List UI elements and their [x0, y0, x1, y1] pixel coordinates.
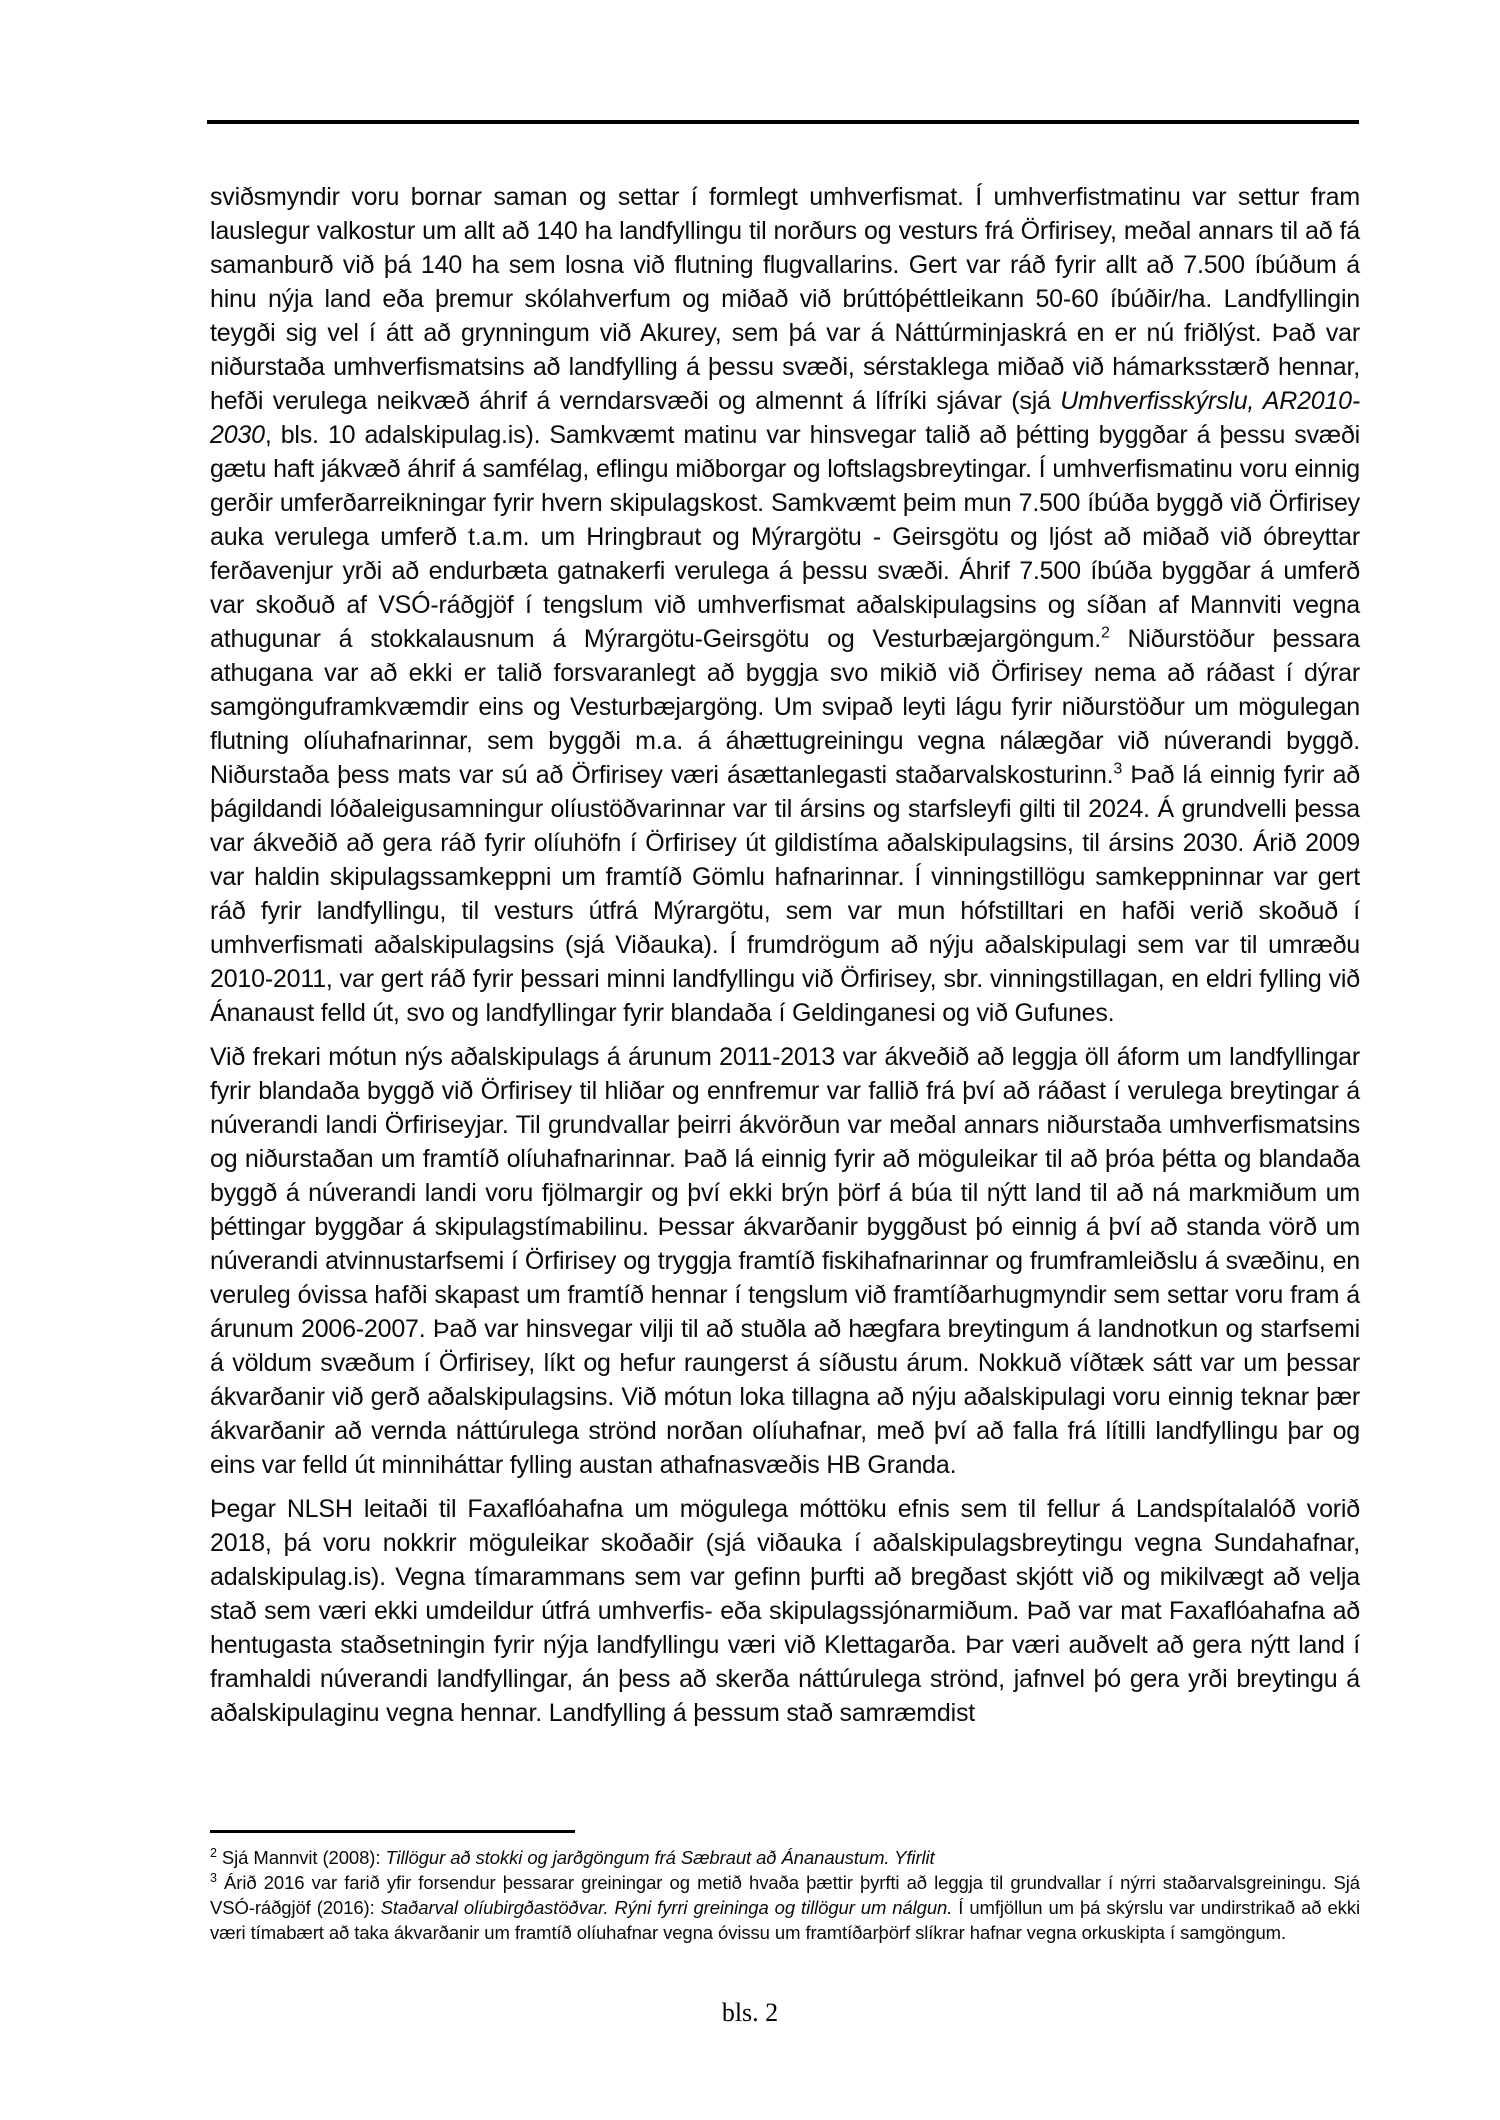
- paragraph-1-text: Það lá einnig fyrir að þágildandi lóðaleigusamningur olíustöðvarinnar var til ársins og starfsleyfi gilti til 2024. Á grundvelli þessa var ákveðið að gera ráð fyrir olíuhöfn í Örfirisey út gildistíma aðalskipulagsins, til ársins 2030. Árið 2009 var haldin skipulagssamkeppni um framtíð Gömlu hafnarinnar. Í vinningstillögu samkeppninnar var gert ráð fyrir landfyllingu, til vesturs útfrá Mýrargötu, sem var mun hófstilltari en hafði verið skoðuð í umhverfismati aðalskipulagsins (sjá Viðauka). Í frumdrögum að nýju aðalskipulagi sem var til umræðu 2010-2011, var gert ráð fyrir þessari minni landfyllingu við Örfirisey, sbr. vinningstillagan, en eldri fylling við Ánanaust felld út, svo og landfyllingar fyrir blandaða í Geldinganesi og við Gufunes.: [210, 761, 1360, 1027]
- footnote-3-reference: 3: [1113, 760, 1123, 778]
- paragraph-1-text: , bls. 10 adalskipulag.is). Samkvæmt matinu var hinsvegar talið að þétting byggðar á þessu svæði gætu haft jákvæð áhrif á samfélag, eflingu miðborgar og loftslagsbreytingar. Í umhverfismatinu voru einnig gerðir umferðarreikningar fyrir hvern skipulagskost. Samkvæmt þeim mun 7.500 íbúða byggð við Örfirisey auka verulega umferð t.a.m. um Hringbraut og Mýrargötu - Geirsgötu og ljóst að miðað við óbreyttar ferðavenjur yrði að endurbæta gatnakerfi verulega á þessu svæði. Áhrif 7.500 íbúða byggðar á umferð var skoðuð af VSÓ-ráðgjöf í tengslum við umhverfismat aðalskipulagsins og síðan af Mannviti vegna athugunar á stokkalausnum á Mýrargötu-Geirsgötu og Vesturbæjargöngum.: [210, 421, 1360, 653]
- body-text: [210, 180, 1360, 1740]
- paragraph-2-text: Við frekari mótun nýs aðalskipulags á árunum 2011-2013 var ákveðið að leggja öll áform um landfyllingar fyrir blandaða byggð við Örfirisey til hliðar og ennfremur var fallið frá því að ráðast í verulega breytingar á núverandi landi Örfiriseyjar. Til grundvallar þeirri ákvörðun var meðal annars niðurstaða umhverfismatsins og niðurstaðan um framtíð olíuhafnarinnar. Það lá einnig fyrir að möguleikar til að þróa þétta og blandaða byggð á núverandi landi voru fjölmargir og því ekki brýn þörf á búa til nýtt land til að ná markmiðum um þéttingar byggðar á skipulagstímabilinu. Þessar ákvarðanir byggðust þó einnig á því að standa vörð um núverandi atvinnustarfsemi í Örfirisey og tryggja framtíð fiskihafnarinnar og frumframleiðslu á svæðinu, en veruleg óvissa hafði skapast um framtíð hennar í tengslum við framtíðarhugmyndir sem settar voru fram á árunum 2006-2007. Það var hinsvegar vilji til að stuðla að hægfara breytingum á landnotkun og starfsemi á völdum svæðum í Örfirisey, líkt og hefur raungerst á síðustu árum. Nokkuð víðtæk sátt var um þessar ákvarðanir við gerð aðalskipulagsins. Við mótun loka tillagna að nýju aðalskipulagi voru einnig teknar þær ákvarðanir að vernda náttúrulega strönd norðan olíuhafnar, með því að falla frá lítilli landfyllingu þar og eins var felld út minniháttar fylling austan athafnasvæðis HB Granda.: [210, 1043, 1360, 1479]
- footnote-3-text: Í umfjöllun um þá skýrslu var undirstrikað að ekki væri tímabært að taka ákvarðanir um framtíð olíuhafnar vegna óvissu um framtíðarþörf slíkrar hafnar vegna orkuskipta í samgöngum.: [210, 1897, 1360, 1943]
- footnote-2-text: Sjá Mannvit (2008):: [216, 1847, 386, 1868]
- footnote-3-text: Árið 2016 var farið yfir forsendur þessarar greiningar og metið hvaða þættir þyrfti að leggja til grundvallar í nýrri staðarvalsgreiningu. Sjá VSÓ-ráðgjöf (2016):: [210, 1872, 1360, 1918]
- page-number: bls. 2: [721, 1998, 779, 2027]
- footnote-area: [210, 1830, 1360, 1945]
- footnote-3-marker: 3: [210, 1870, 217, 1885]
- paragraph-1-text: Niðurstöður þessara athugana var að ekki er talið forsvaranlegt að byggja svo mikið við Örfirisey nema að ráðast í dýrar samgönguframkvæmdir eins og Vesturbæjargöng. Um svipað leyti lágu fyrir niðurstöður um mögulegan flutning olíuhafnarinnar, sem byggði m.a. á áhættugreiningu vegna nálægðar við núverandi byggð. Niðurstaða þess mats var sú að Örfirisey væri ásættanlegasti staðarvalskosturinn.: [210, 625, 1360, 789]
- paragraph-1-italic-reference: Umhverfisskýrslu, AR2010-2030: [210, 387, 1361, 449]
- paragraph-1: [210, 180, 1360, 1030]
- footnote-separator-rule: [210, 1830, 575, 1833]
- paragraph-2: [210, 1040, 1360, 1482]
- footnote-2-italic-title: Tillögur að stokki og jarðgöngum frá Sæbraut að Ánanaustum. Yfirlit: [385, 1847, 935, 1868]
- footnote-2-reference: 2: [1100, 624, 1110, 642]
- footnote-2-marker: 2: [210, 1845, 217, 1860]
- paragraph-1-text: sviðsmyndir voru bornar saman og settar í formlegt umhverfismat. Í umhverfistmatinu var settur fram lauslegur valkostur um allt að 140 ha landfyllingu til norðurs og vesturs frá Örfirisey, meðal annars til að fá samanburð við þá 140 ha sem losna við flutning flugvallarins. Gert var ráð fyrir allt að 7.500 íbúðum á hinu nýja land eða þremur skólahverfum og miðað við brúttóþéttleikann 50-60 íbúðir/ha. Landfyllingin teygði sig vel í átt að grynningum við Akurey, sem þá var á Náttúrminjaskrá en er nú friðlýst. Það var niðurstaða umhverfismatsins að landfylling á þessu svæði, sérstaklega miðað við hámarksstærð hennar, hefði verulega neikvæð áhrif á verndarsvæði og almennt á lífríki sjávar (sjá: [210, 183, 1360, 415]
- footnote-3: [210, 1870, 1360, 1945]
- header-rule: [207, 120, 1359, 124]
- paragraph-3-text: Þegar NLSH leitaði til Faxaflóahafna um mögulega móttöku efnis sem til fellur á Landspítalalóð vorið 2018, þá voru nokkrir möguleikar skoðaðir (sjá viðauka í aðalskipulagsbreytingu vegna Sundahafnar, adalskipulag.is). Vegna tímarammans sem var gefinn þurfti að bregðast skjótt við og mikilvægt að velja stað sem væri ekki umdeildur útfrá umhverfis- eða skipulagssjónarmiðum. Það var mat Faxaflóahafna að hentugasta staðsetningin fyrir nýja landfyllingu væri við Klettagarða. Þar væri auðvelt að gera nýtt land í framhaldi núverandi landfyllingar, án þess að skerða náttúrulega strönd, jafnvel þó gera yrði breytingu á aðalskipulaginu vegna hennar. Landfylling á þessum stað samræmdist: [210, 1495, 1360, 1727]
- footnote-2: [210, 1845, 1360, 1870]
- footnote-3-italic-title: Staðarval olíubirgðastöðvar. Rýni fyrri greininga og tillögur um nálgun.: [380, 1897, 953, 1918]
- paragraph-3: [210, 1492, 1360, 1730]
